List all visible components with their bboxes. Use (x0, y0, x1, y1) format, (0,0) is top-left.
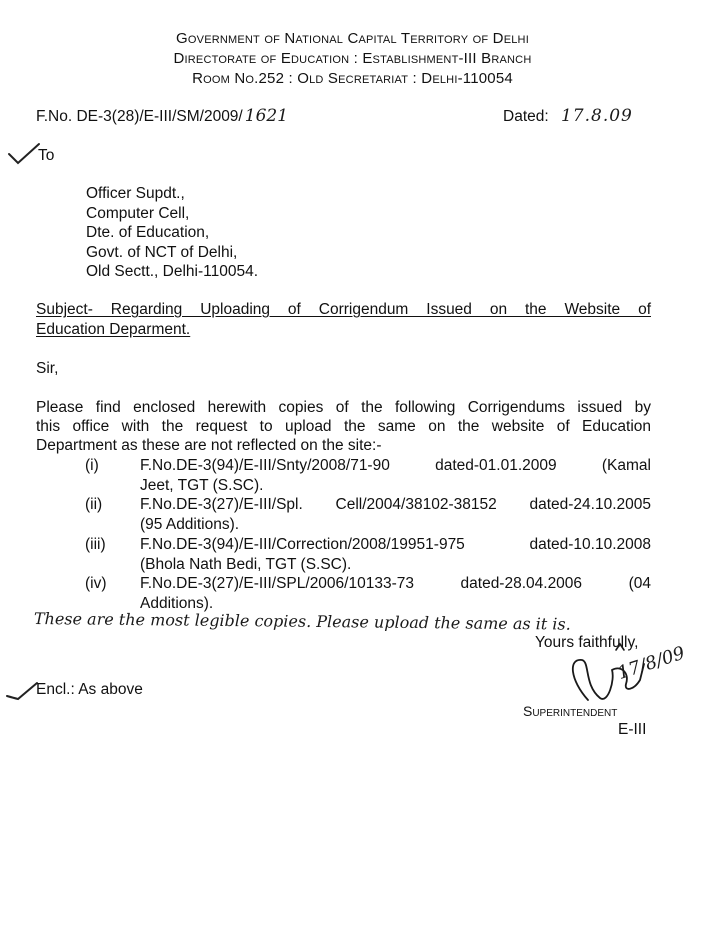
list-item-line-1: F.No.DE-3(94)/E-III/Correction/2008/19951-975 dated-10.10.2008 (140, 536, 651, 553)
list-item (0, 457, 705, 497)
file-number-handwritten: 1621 (244, 106, 289, 126)
address-line: Old Sectt., Delhi-110054. (86, 263, 259, 280)
list-item-line-2: (95 Additions). (140, 516, 240, 533)
paragraph-line-3: Department as these are not reflected on the site:- (36, 437, 382, 454)
list-item (0, 496, 705, 536)
list-item-number: (ii) (85, 496, 103, 513)
address-line: Officer Supdt., (86, 185, 185, 202)
list-item-number: (iii) (85, 536, 106, 553)
check-mark-icon (4, 680, 40, 702)
salutation: Sir, (36, 360, 59, 377)
header-line-3: Room No.252 : Old Secretariat : Delhi-110054 (192, 70, 513, 87)
to-label: To (38, 147, 55, 164)
list-item-number: (iv) (85, 575, 107, 592)
subject-line-1: Subject- Regarding Uploading of Corrigendum Issued on the Website of (36, 301, 651, 318)
check-mark-icon (6, 140, 42, 168)
address-line: Govt. of NCT of Delhi, (86, 243, 238, 261)
signatory-title: Superintendent (523, 703, 618, 719)
enclosure: Encl.: As above (36, 681, 143, 698)
list-item (0, 536, 705, 576)
list-item-line-2: Additions). (140, 595, 214, 612)
paragraph-line-2: this office with the request to upload the same on the website of Education (36, 418, 651, 435)
paragraph-line-1: Please find enclosed herewith copies of the following Corrigendums issued by (36, 399, 651, 416)
file-number (36, 106, 288, 126)
header-line-1: Government of National Capital Territory of Delhi (176, 30, 529, 47)
list-item-line-1: F.No.DE-3(27)/E-III/Spl. Cell/2004/38102-38152 dated-24.10.2005 (140, 496, 651, 513)
list-item-line-2: Jeet, TGT (S.SC). (140, 477, 264, 494)
subject-line-2: Education Deparment. (36, 321, 191, 338)
list-item-line-2: (Bhola Nath Bedi, TGT (S.SC). (140, 556, 352, 573)
date-line (503, 106, 633, 126)
header-line-2: Directorate of Education : Establishment-III Branch (173, 50, 532, 67)
signatory-branch: E-III (618, 721, 647, 738)
list-item-line-1: F.No.DE-3(27)/E-III/SPL/2006/10133-73 dated-28.04.2006 (04 (140, 575, 651, 592)
closing: Yours faithfully, (535, 634, 639, 651)
date-handwritten: 17.8.09 (560, 106, 633, 126)
file-number-printed: F.No. DE-3(28)/E-III/SM/2009/ (36, 108, 243, 125)
address-line: Computer Cell, (86, 204, 190, 222)
date-label: Dated: (503, 108, 549, 125)
list-item-number: (i) (85, 457, 99, 474)
address-line: Dte. of Education, (86, 224, 210, 241)
signature-date: 17/8/09 (615, 642, 688, 684)
address-block (86, 184, 258, 282)
list-item-line-1: F.No.DE-3(94)/E-III/Snty/2008/71-90 dated-01.01.2009 (Kamal (140, 457, 651, 474)
handwritten-note: These are the most legible copies. Please upload the same as it is. (33, 609, 571, 634)
